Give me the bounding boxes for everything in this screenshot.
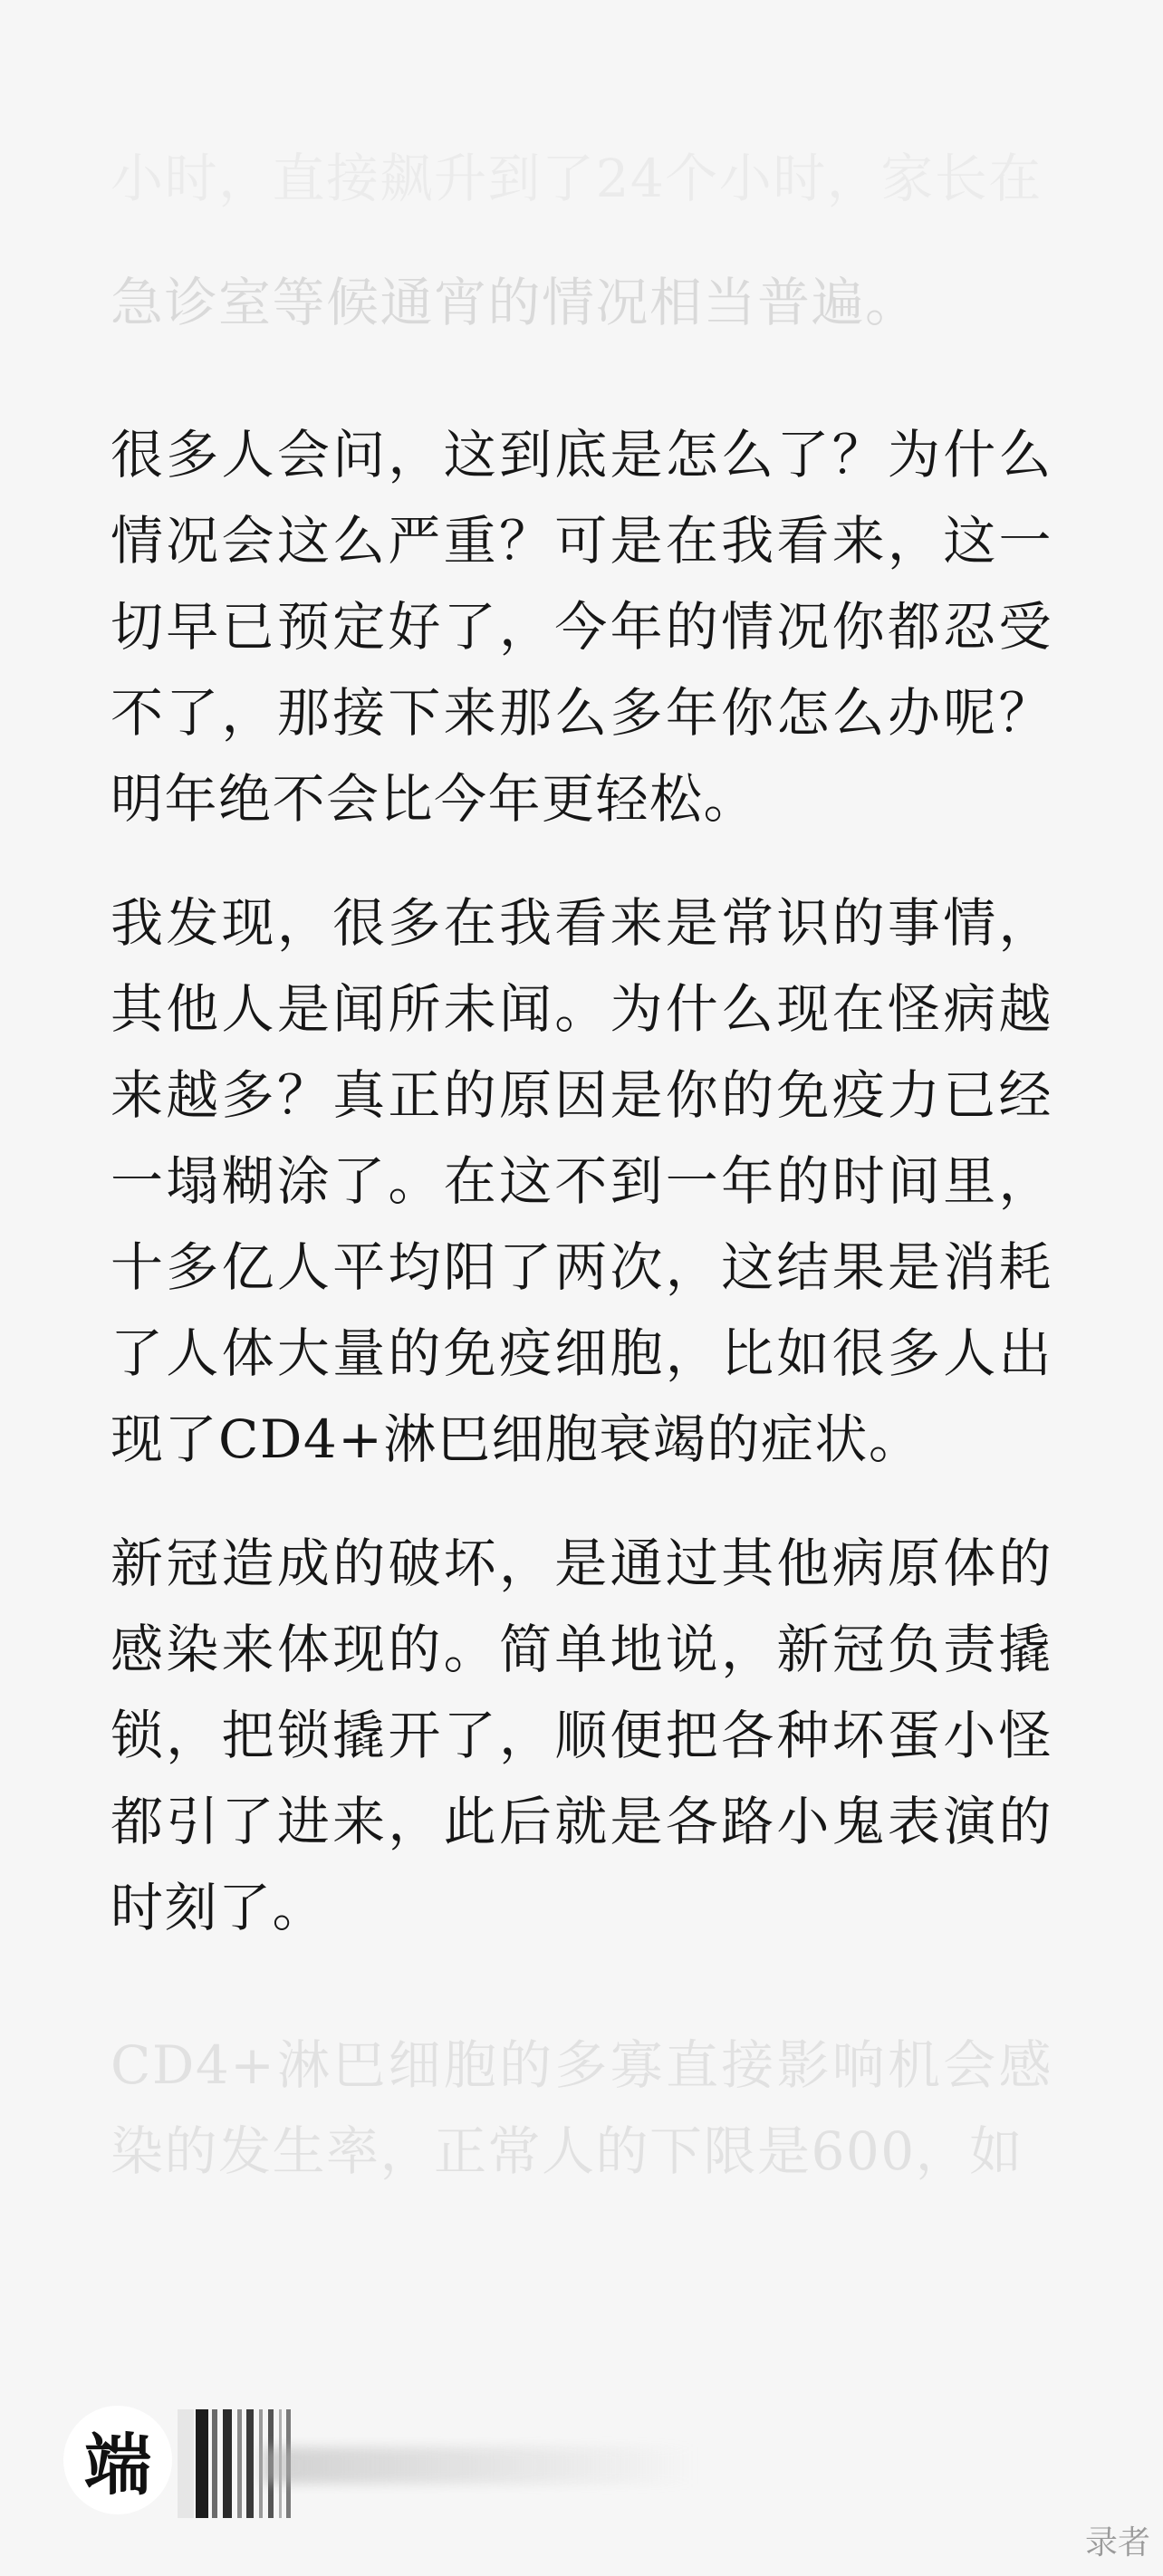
- brand-fade-bar: [263, 2447, 697, 2484]
- paragraph-2: 我发现，很多在我看来是常识的事情，其他人是闻所未闻。为什么现在怪病越来越多？真正的原因是你的免疫力已经一塌糊涂了。在这不到一年的时间里，十多亿人平均阳了两次，这结果是消耗了人体大量的免疫细胞，比如很多人出现了CD4+淋巴细胞衰竭的症状。: [111, 892, 1052, 1470]
- watermark-label: 录者: [1084, 2524, 1150, 2562]
- faded-bottom-text: [111, 2023, 1052, 2195]
- faded-bottom-paragraph: CD4+淋巴细胞的多寡直接影响机会感染的发生率，正常人的下限是600，如: [111, 2034, 1052, 2182]
- article-body: [111, 412, 1052, 1951]
- brand-logo-icon: 端: [63, 2406, 172, 2514]
- paragraph-1: 很多人会问，这到底是怎么了？为什么情况会这么严重？可是在我看来，这一切早已预定好了，今年的情况你都忍受不了，那接下来那么多年你怎么办呢？明年绝不会比今年更轻松。: [111, 424, 1052, 830]
- brand-footer: [63, 2400, 697, 2527]
- paragraph-3: 新冠造成的破坏，是通过其他病原体的感染来体现的。简单地说，新冠负责撬锁，把锁撬开了，顺便把各种坏蛋小怪都引了进来，此后就是各路小鬼表演的时刻了。: [111, 1533, 1052, 1938]
- faded-top-line-2: 急诊室等候通宵的情况相当普遍。: [111, 272, 919, 333]
- faded-top-line-1: 小时，直接飙升到了24个小时，家长在: [111, 148, 1043, 209]
